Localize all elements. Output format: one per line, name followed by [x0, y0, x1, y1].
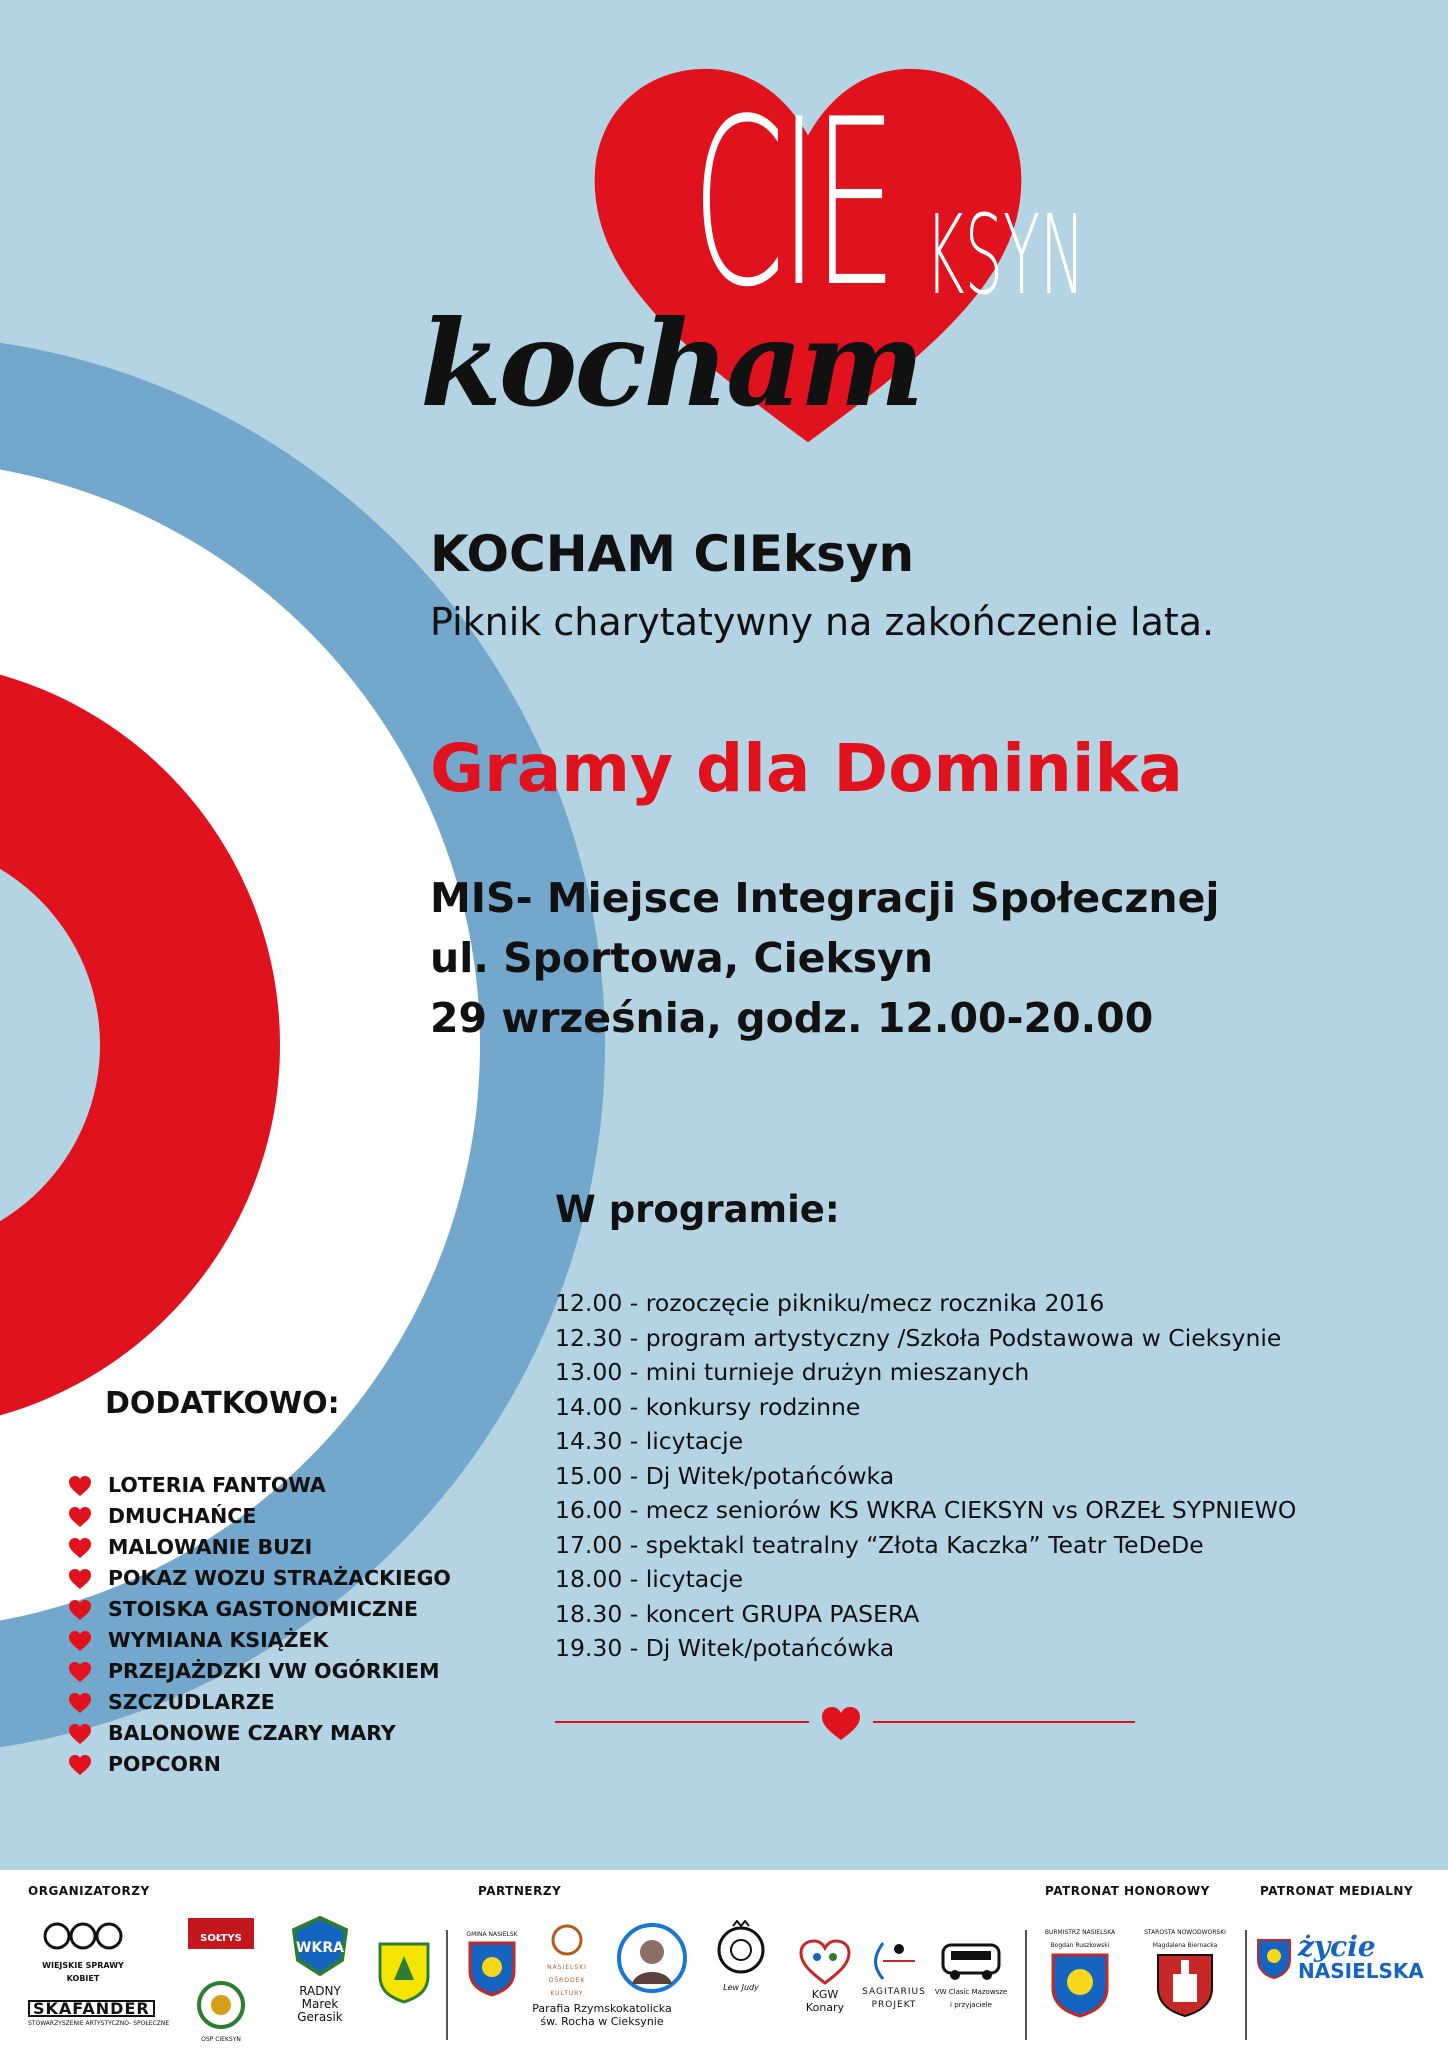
heart-icon — [822, 1707, 860, 1740]
venue-line: ul. Sportowa, Cieksyn — [430, 934, 934, 982]
extras-item — [68, 1718, 451, 1749]
honorary-label: PATRONAT HONOROWY — [1045, 1884, 1210, 1898]
wkra-shield-icon — [290, 1916, 350, 1976]
copernicus-portrait-icon — [616, 1922, 688, 1994]
program-item: 12.00 - rozoczęcie pikniku/mecz rocznika 2016 — [555, 1289, 1105, 1317]
extras-item-label: MALOWANIE BUZI — [108, 1535, 313, 1559]
heart-bullet-icon — [68, 1692, 92, 1714]
archer-icon — [869, 1939, 919, 1983]
event-headline: Gramy dla Dominika — [430, 730, 1183, 807]
event-title: KOCHAM CIEksyn — [430, 525, 915, 583]
vw-clasic-logo — [930, 1926, 1012, 2025]
lew-judy-logo — [706, 1920, 776, 1994]
starosta-logo — [1140, 1926, 1230, 2021]
extras-list — [68, 1470, 451, 1780]
program-item: 12.30 - program artystyczny /Szkoła Podstawowa w Cieksynie — [555, 1323, 1282, 1352]
program-item: 16.00 - mecz seniorów KS WKRA CIEKSYN vs ORZEŁ SYPNIEWO — [555, 1496, 1297, 1524]
lion-icon — [713, 1920, 769, 1978]
program-item: 19.30 - Dj Witek/potańcówka — [555, 1634, 895, 1662]
skafander-logo — [28, 2000, 178, 2030]
extras-item — [68, 1687, 451, 1718]
nasielska-text: NASIELSKA — [1298, 1959, 1424, 1983]
burmistrz-logo — [1040, 1926, 1120, 2021]
media-label: PATRONAT MEDIALNY — [1260, 1884, 1414, 1898]
partners-label: PARTNERZY — [478, 1884, 562, 1898]
heart-bullet-icon — [68, 1506, 92, 1528]
heart-bullet-icon — [68, 1475, 92, 1497]
venue-line: MIS- Miejsce Integracji Społecznej — [430, 874, 1220, 922]
soltys-logo — [188, 1918, 254, 1949]
soltys-badge: SOŁTYS — [188, 1918, 254, 1949]
heart-bullet-icon — [68, 1537, 92, 1559]
kgw-logo — [790, 1926, 860, 2027]
wkra-text: WKRA — [296, 1940, 344, 1956]
burmistrz-text: BURMISTRZ NASIELSKA Bogdan Ruszkowski — [1044, 1929, 1116, 1949]
heart-bullet-icon — [68, 1754, 92, 1776]
heart-bullet-icon — [68, 1661, 92, 1683]
program-item: 15.00 - Dj Witek/potańcówka — [555, 1461, 895, 1490]
extras-item — [68, 1563, 451, 1594]
event-subtitle: Piknik charytatywny na zakończenie lata. — [430, 600, 1215, 644]
osp-logo — [188, 1980, 254, 2046]
county-coat-of-arms-icon — [1155, 1952, 1215, 2018]
osp-text: OSP CIEKSYN — [201, 2036, 241, 2043]
logo-ksyn-text: KSYN — [925, 191, 1086, 319]
wiejskie-text: WIEJSKIE SPRAWY KOBIET — [42, 1961, 124, 1983]
event-venue — [430, 868, 1219, 1048]
extras-item-label: SZCZUDLARZE — [108, 1690, 275, 1714]
wiejskie-sprawy-logo — [28, 1916, 138, 1985]
program-item: 13.00 - mini turnieje drużyn mieszanych — [555, 1358, 1030, 1386]
extras-item — [68, 1501, 451, 1532]
extras-item-label: STOISKA GASTONOMICZNE — [108, 1597, 419, 1621]
small-coat-of-arms-icon — [1256, 1938, 1292, 1980]
extras-item-label: POPCORN — [108, 1752, 221, 1776]
starosta-text: STAROSTA NOWODWORSKI Magdalena Biernacka — [1144, 1929, 1226, 1949]
skafander-text: SKAFANDER — [28, 2000, 155, 2017]
vw-bus-icon — [939, 1939, 1003, 1983]
extras-item — [68, 1656, 451, 1687]
extras-item — [68, 1625, 451, 1656]
extras-item — [68, 1749, 451, 1780]
parafia-text: Parafia Rzymskokatolicka św. Rocha w Cieksynie — [532, 2002, 672, 2028]
gmina-logo — [462, 1928, 522, 2000]
heart-bullet-icon — [68, 1568, 92, 1590]
nasielsk-coat-of-arms-icon — [1050, 1952, 1110, 2018]
extras-title: DODATKOWO: — [105, 1386, 340, 1421]
program-item: 18.30 - koncert GRUPA PASERA — [555, 1599, 920, 1628]
lew-judy-text: Lew Judy — [723, 1983, 759, 1992]
heart-bullet-icon — [68, 1599, 92, 1621]
logo-kocham-text: kocham — [420, 294, 922, 433]
vw-text: VW Clasic Mazowsze i przyjaciele — [934, 1988, 1008, 2009]
program-item: 14.30 - licytacje — [555, 1427, 744, 1455]
skafander-sub: STOWARZYSZENIE ARTYSTYCZNO- SPOŁECZNE — [28, 2020, 170, 2027]
folk-heart-icon — [799, 1939, 851, 1985]
extras-item-label: PRZEJAŻDZKI VW OGÓRKIEM — [108, 1659, 440, 1683]
extras-item — [68, 1594, 451, 1625]
association-emblem-icon — [376, 1940, 432, 2004]
program-item: 18.00 - licytacje — [555, 1565, 744, 1593]
sagitarius-logo — [854, 1926, 934, 2025]
extras-item-label: BALONOWE CZARY MARY — [108, 1721, 396, 1745]
extras-item-label: WYMIANA KSIĄŻEK — [108, 1628, 329, 1652]
date-time-line: 29 września, godz. 12.00-20.00 — [430, 994, 1154, 1042]
extras-item — [68, 1532, 451, 1563]
kocham-cieksyn-logo — [420, 50, 1100, 470]
radny-name: Marek Gerasik — [297, 1997, 343, 2024]
faces-icon — [43, 1916, 123, 1956]
section-divider — [1025, 1930, 1027, 2040]
nok-logo — [532, 1922, 602, 2000]
extras-item-label: DMUCHAŃCE — [108, 1504, 257, 1528]
heart-divider — [555, 1700, 1135, 1750]
program-title: W programie: — [555, 1188, 840, 1231]
logo-cie-text: CIE — [692, 71, 892, 338]
zycie-nasielska-logo — [1256, 1932, 1444, 1992]
sponsors-footer — [0, 1870, 1448, 2048]
extras-item — [68, 1470, 451, 1501]
program-list — [555, 1286, 1296, 1666]
extras-item-label: POKAZ WOZU STRAŻACKIEGO — [108, 1566, 451, 1590]
zycie-text: życie — [1298, 1930, 1376, 1963]
program-item: 17.00 - spektakl teatralny “Złota Kaczka” Teatr TeDeDe — [555, 1530, 1204, 1559]
section-divider — [446, 1930, 448, 2040]
extras-item-label: LOTERIA FANTOWA — [108, 1473, 326, 1497]
organizers-label: ORGANIZATORZY — [28, 1884, 150, 1898]
kgw-text: KGW Konary — [805, 1988, 845, 2014]
heart-bullet-icon — [68, 1723, 92, 1745]
section-divider — [1245, 1930, 1247, 2040]
heart-bullet-icon — [68, 1630, 92, 1652]
wkra-logo — [280, 1916, 360, 2024]
nok-text: NASIELSKI OŚRODEK KULTURY — [547, 1964, 587, 1997]
theatre-mask-icon — [547, 1922, 587, 1958]
program-item: 14.00 - konkursy rodzinne — [555, 1392, 861, 1421]
sagitarius-text: SAGITARIUS PROJEKT — [862, 1987, 926, 2010]
coat-of-arms-icon — [468, 1941, 516, 1997]
gmina-text: GMINA NASIELSK — [466, 1931, 518, 1938]
radny-text: RADNY — [299, 1984, 341, 1998]
fire-brigade-emblem-icon — [196, 1980, 246, 2030]
